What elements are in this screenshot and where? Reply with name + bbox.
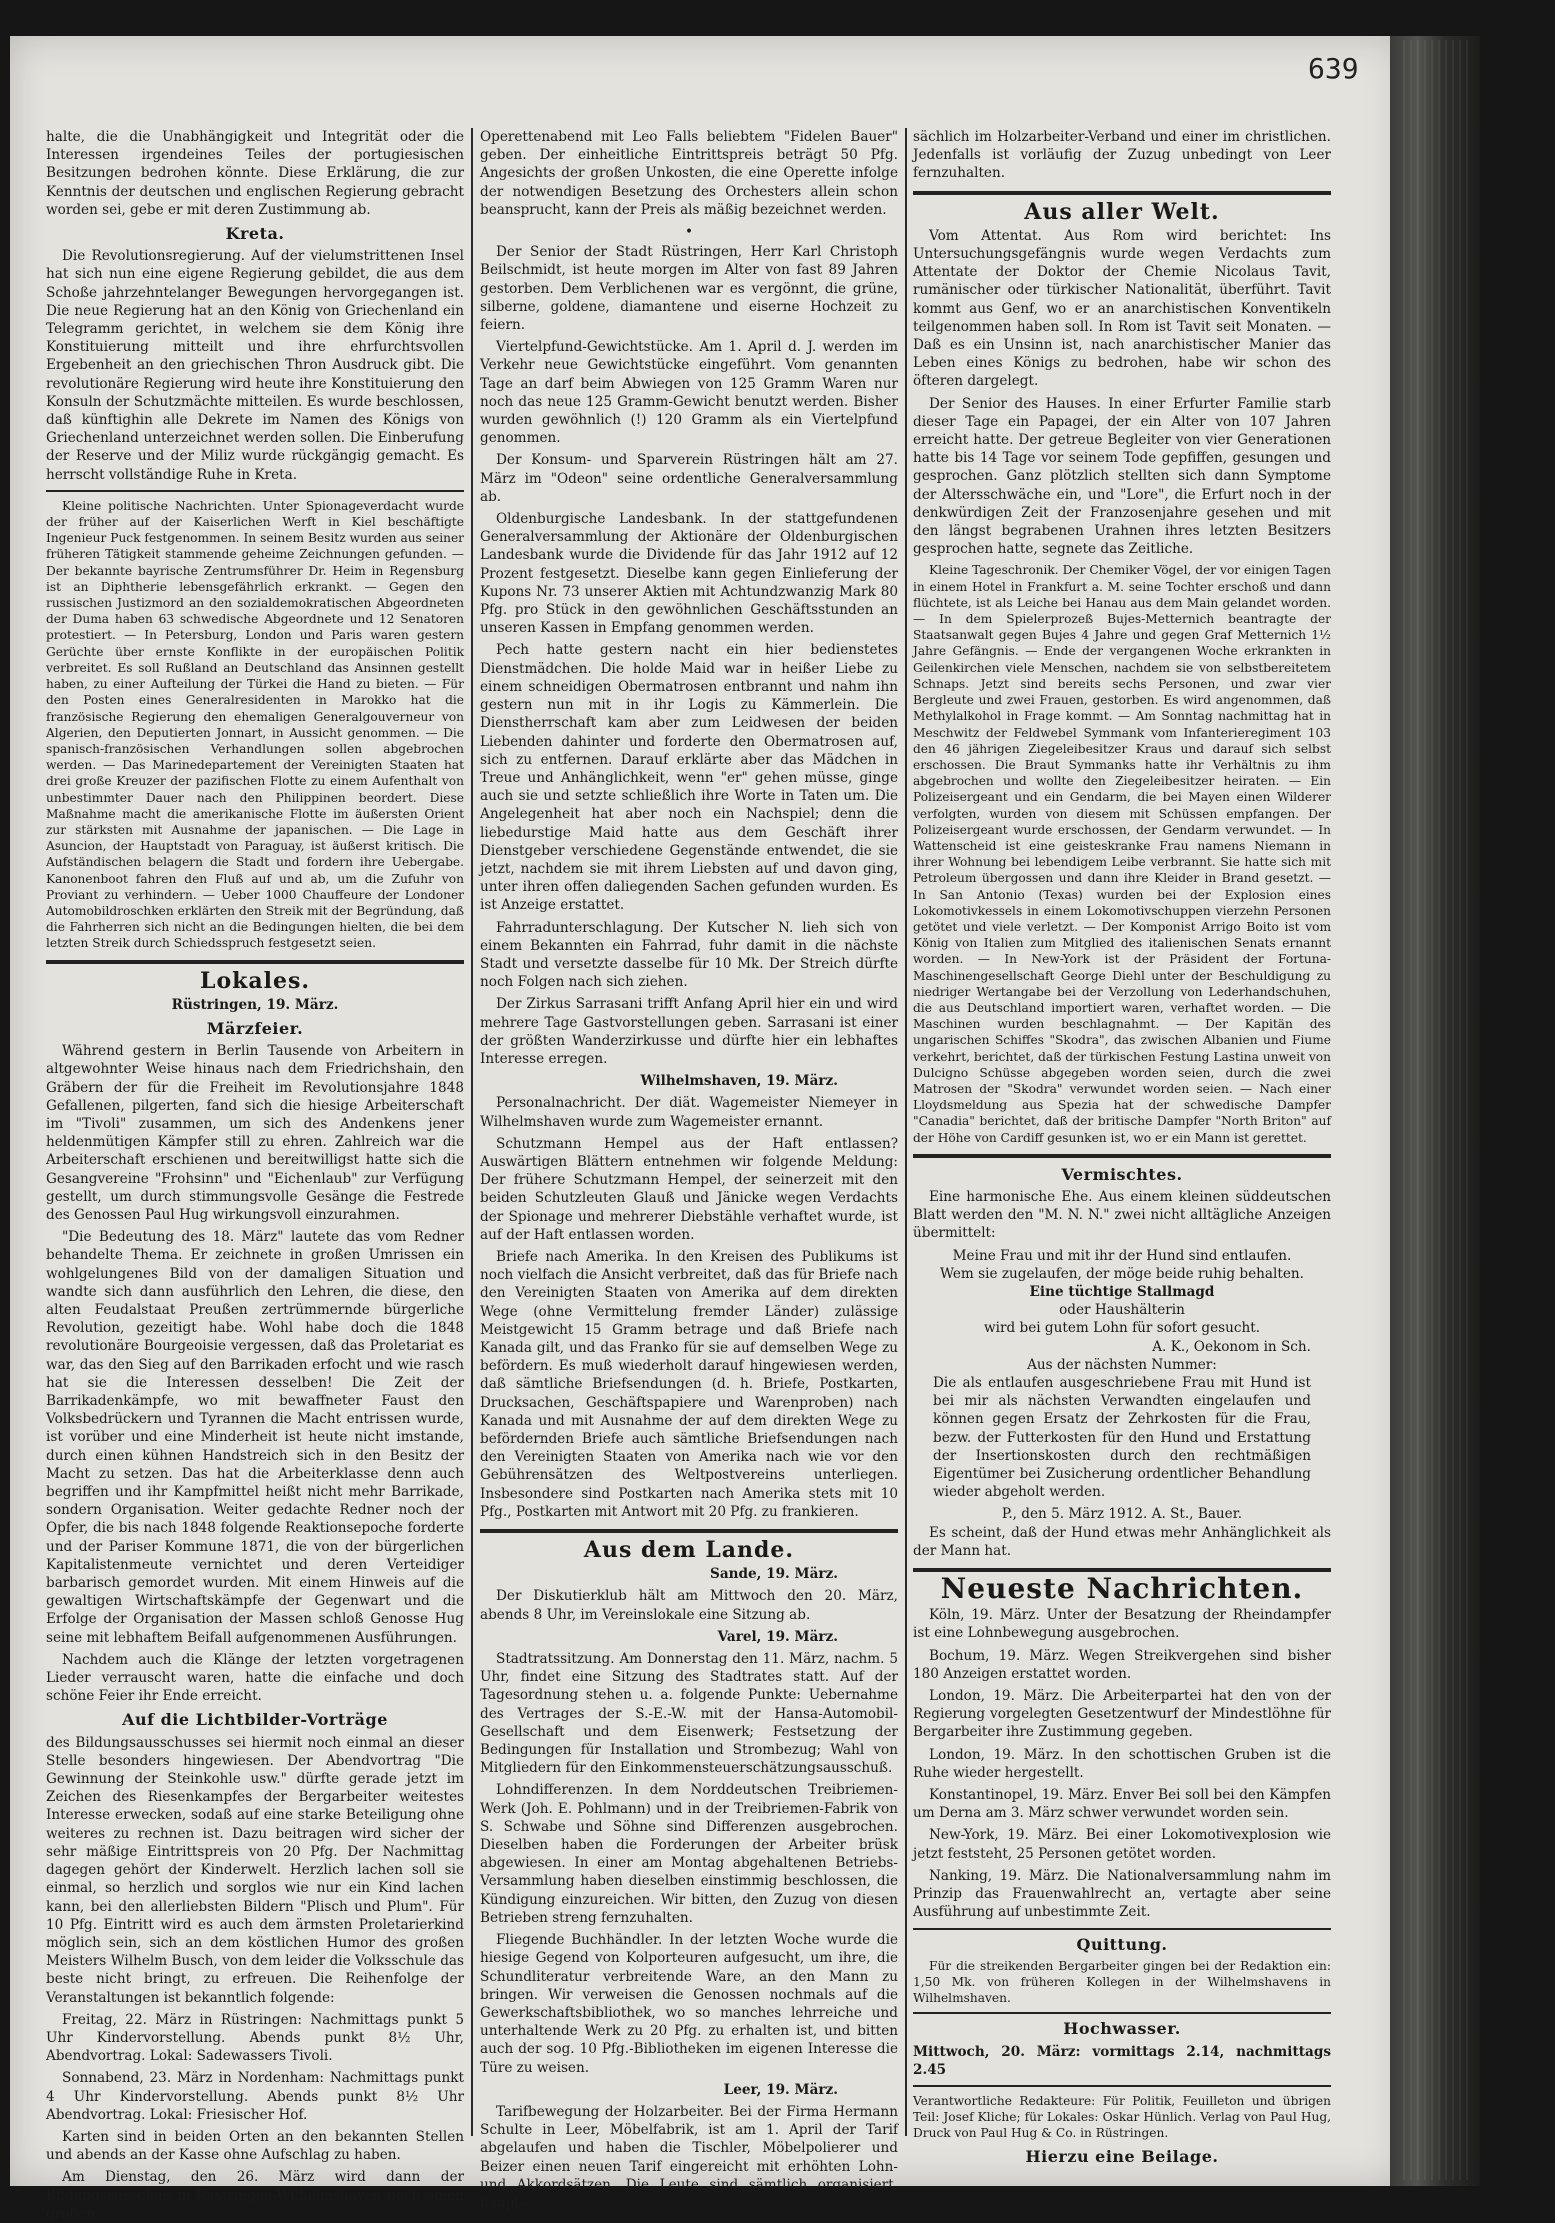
sande-article: Der Diskutierklub hält am Mittwoch den 20. März, abends 8 Uhr, im Vereinslokale eine Sitzung ab. xyxy=(480,1588,898,1623)
attentat-article: Vom Attentat. Aus Rom wird berichtet: Ins Untersuchungsgefängnis wurde wegen Verdachts zum Attentate der Doktor der Chemie Nicolaus Tavit, rumänischer oder türkischer Nationalität, überführt. Tavit kommt aus Genf, wo er an anarchistischen Konventikeln teilgenommen haben soll. In Rom ist Tavit seit Monaten. — Daß es ein Unsinn ist, nach anarchistischer Manier das Leben eines Königs zu bedrohen, habe wir schon des öfteren dargelegt. xyxy=(913,227,1331,390)
kreta-heading: Kreta. xyxy=(225,224,285,244)
lichtbilder-article: des Bildungsausschusses sei hiermit noch einmal an dieser Stelle besonders hingewiesen. Der Abendvortrag "Die Gewinnung der Steinkohle usw." dürfte gerade jetzt im Zeichen des Riesenkampfes der Bergarbeiter weitestes Interesse erwecken, sodaß auf eine starke Beteiligung ohne weiteres zu rechnen ist. Dazu beitragen wird sicher der sehr mäßige Eintrittspreis von 20 Pfg. Der Nachmittag dagegen gehört der Kinderwelt. Herzlich lachen soll sie einmal, so herzlich und sorglos wie nur ein Kind lachen kann, bei den allerliebsten Bildern "Plisch und Plum". Für 10 Pfg. Eintritt wird es auch dem ärmsten Proletarierkind möglich sein, sich an dem köstlichen Humor des großen Meisters Wilhelm Busch, von dem leider die Volksschule das beste nicht bringt, zu erfreuen. Die Reihenfolge der Veranstaltungen ist bekanntlich folgende: xyxy=(46,1734,464,2006)
welt-heading: Aus aller Welt. xyxy=(1024,198,1220,225)
pech-article: Pech hatte gestern nacht ein hier bedienstetes Dienstmädchen. Die holde Maid war in heißer Liebe zu einem schneidigen Obermatrosen entbrannt und nahm ihn gestern nun mit in ihr Logis zu Kämmerlein. Die Dienstherrschaft kam aber zum Leidwesen der beiden Liebenden dahinter und forderte den Obermatrosen auf, sich zu entfernen. Darauf erklärte aber das Mädchen in Treue und Anhänglichkeit, wenn "er" gehen müsse, ginge auch sie und setzte schließlich ihre Worte in Taten um. Die Angelegenheit hat aber noch ein Nachspiel; denn die liebedurstige Maid hatte aus dem Geschäft ihrer Dienstgeber verschiedene Gegenstände entwendet, die sie jetzt, nachdem sie mit ihrem Liebsten auf und davon ging, unter ihren offen daliegenden Sachen gefunden wurden. Es ist Anzeige erstattet. xyxy=(480,642,898,914)
page-number: 639 xyxy=(1308,52,1359,85)
divider xyxy=(913,2012,1331,2014)
news-item: Nanking, 19. März. Die Nationalversammlung nahm im Prinzip das Frauenwahlrecht an, vertagte aber seine Ausführung auf unbestimmte Zeit. xyxy=(913,1867,1331,1921)
dateline-wilhelmshaven: Wilhelmshaven, 19. März. xyxy=(640,1073,838,1090)
buchhaendler-article: Fliegende Buchhändler. In der letzten Woche wurde die hiesige Gegend von Kolporteuren aufgesucht, um ihre, die Schundliteratur verbreitende Ware, an den Mann zu bringen. Wir verweisen die Genossen nochmals auf die Gewerkschaftsbibliothek, wo so manches lehrreiche und unterhaltende Werk zu 20 Pfg. zu erhalten ist, und bitten auch der sog. 10 Pfg.-Bibliotheken im eigenen Interesse die Türe zu weisen. xyxy=(480,1932,898,2076)
lokales-heading: Lokales. xyxy=(199,967,311,994)
divider-thick xyxy=(46,960,464,964)
separator-dot: • xyxy=(684,224,694,241)
schedule-item-1: Freitag, 22. März in Rüstringen: Nachmittags punkt 5 Uhr Kindervorstellung. Abends punkt 8½ Uhr, Abendvortrag. Lokal: Sadewassers Tivoli. xyxy=(46,2011,464,2065)
senior-article: Der Senior der Stadt Rüstringen, Herr Karl Christoph Beilschmidt, ist heute morgen im Alter von fast 89 Jahren gestorben. Dem Verblichenen war es vergönnt, die grüne, silberne, goldene, diamantene und eiserne Hochzeit zu feiern. xyxy=(480,244,898,334)
kreta-article: Die Revolutionsregierung. Auf der vielumstrittenen Insel hat sich nun eine eigene Regierung gebildet, die aus dem Schoße jahrzehntelanger Bewegungen hervorgegangen ist. Die neue Regierung hat an den König von Griechenland ein Telegramm gerichtet, in welchem sie dem König ihre Konstituierung mitteilt und ihre ehrfurchtsvollen Ergebenheit an den griechischen Thron Ausdruck gibt. Die revolutionäre Regierung wird heute ihre Konstituierung den Konsuln der Schutzmächte mitteilen. Es wurde beschlossen, daß künftighin alle Dekrete im Namen des Königs von Griechenland unterzeichnet werden sollen. Die Einberufung der Reserve und der Miliz wurde rückgängig gemacht. Es herrscht vollständige Ruhe in Kreta. xyxy=(46,248,464,483)
news-item: Konstantinopel, 19. März. Enver Bei soll bei den Kämpfen um Derna am 3. März schwer verwundet worden sein. xyxy=(913,1787,1331,1822)
book-spine-texture xyxy=(1403,40,1473,2180)
column-2 xyxy=(480,128,898,2211)
dateline-varel: Varel, 19. März. xyxy=(717,1628,838,1645)
hauses-article: Der Senior des Hauses. In einer Erfurter Familie starb dieser Tage ein Papagei, der ein Alter von 107 Jahren erreicht hatte. Der getreue Begleiter von vier Generationen hatte bis 14 Tage vor seinem Tode gepfiffen, gesungen und gesprochen. Ganz plötzlich stellten sich dann Symptome der Altersschwäche ein, und "Lore", die Erfurt noch in der denkwürdigen Zeit der Franzosenjahre gesehen und mit den längst begrabenen Urahnen ihres letzten Besitzers gesprochen hatte, segnete das Zeitliche. xyxy=(913,395,1331,558)
lichtbilder-heading: Auf die Lichtbilder-Vorträge xyxy=(122,1710,388,1730)
quittung-text: Für die streikenden Bergarbeiter gingen bei der Redaktion ein: 1,50 Mk. von früheren Kollegen in der Wilhelmshavens in Wilhelmshaven. xyxy=(913,1958,1331,2006)
chronik-article: Kleine Tageschronik. Der Chemiker Vögel, der vor einigen Tagen in einem Hotel in Frankfurt a. M. seine Tochter erschoß und dann flüchtete, ist als Leiche bei Hanau aus dem Main gelandet worden. — In dem Spielerprozeß Bujes-Metternich beantragte der Staatsanwalt gegen Bujes 4 Jahre und gegen Graf Metternich 1½ Jahre Gefängnis. — Ende der vergangenen Woche erkrankten in Geilenkirchen viele Menschen, nachdem sie von selbstbereitetem Schnaps. Jetzt sind bereits sechs Personen, und zwar vier Bergleute und zwei Frauen, gestorben. Es wird angenommen, daß Methylalkohol in Frage kommt. — Am Sonntag nachmittag hat in Meschwitz der Feldwebel Symmank vom Infanterieregiment 103 den 46 jährigen Ziegeleibesitzer Kraus und darauf sich selbst erschossen. Die Braut Symmanks hatte ihr Verhältnis zu ihm abgebrochen und wollte den Ziegeleibesitzer heiraten. — Ein Polizeisergeant und ein Gendarm, die bei Mayen einen Wilderer verfolgten, wurden von diesem mit Schüssen empfangen. Der Polizeisergeant wurde erschossen, der Gendarm verwundet. — In Wattenscheid ist eine geisteskranke Frau namens Niemann in ihrer Wohnung bei lebendigem Leibe verbrannt. Sie hatte sich mit Petroleum übergossen und dann ihre Kleider in Brand gesetzt. — In San Antonio (Texas) wurden bei der Explosion eines Lokomotivkessels in einem Lokomotivschuppen vierzehn Personen getötet und viele verletzt. — Der Komponist Arrigo Boito ist vom König von Italien zum Mitglied des italienischen Senats ernannt worden. — In New-York ist der Präsident der Fortuna-Maschinengesellschaft George Diehl unter der Beschuldigung zu niedriger Wertangabe bei der Verzollung von Lederhandschuhen, die aus Deutschland importiert waren, verhaftet worden. — Die Maschinen wurden beschlagnahmt. — Der Kapitän des ungarischen Schiffes "Skodra", das zwischen Albanien und Fiume verkehrt, berichtet, daß der türkischen Festung Lastina unweit von Dulcigno Schüsse abgegeben worden seien, durch die zwei Matrosen der "Skodra" verwundet worden seien. — Nach einer Lloydsmeldung aus Spezia hat der schwedische Dampfer "Canadia" berichtet, daß der britische Dampfer "North Briton" auf der Höhe von Cardiff gesunken ist, wo er ein Mann ist gerettet. xyxy=(913,563,1331,1145)
ad-line: Eine tüchtige Stallmagd xyxy=(1029,1284,1215,1300)
lande-heading: Aus dem Lande. xyxy=(583,1537,795,1564)
ad-line: oder Haushälterin xyxy=(1059,1302,1185,1319)
hochwasser-heading: Hochwasser. xyxy=(1063,2019,1181,2039)
viertelpfund-article: Viertelpfund-Gewichtstücke. Am 1. April d. J. werden im Verkehr neue Gewichtstücke eingeführt. Vom genannten Tage an darf beim Abwiegen von 125 Gramm Waren nur noch das neue 125 Gramm-Gewicht benutzt werden. Bisher wurden gewöhnlich (!) 120 Gramm als ein Viertelpfund genommen. xyxy=(480,339,898,447)
maerzfeier-heading: Märzfeier. xyxy=(206,1018,304,1038)
divider-thick xyxy=(480,1529,898,1533)
tarif-article: Tarifbewegung der Holzarbeiter. Bei der Firma Hermann Schulte in Leer, Möbelfabrik, ist am 1. April der Tarif abgelaufen und haben die Tischler, Möbelpolierer und Beizer einen neuen Tarif eingereicht mit erhöhten Lohn- und Akkordsätzen. Die Leute sind sämtlich organisiert, haupt- xyxy=(480,2103,898,2211)
news-item: Köln, 19. März. Unter der Besatzung der Rheindampfer ist eine Lohnbewegung ausgebrochen. xyxy=(913,1607,1331,1642)
landesbank-article: Oldenburgische Landesbank. In der stattgefundenen Generalversammlung der Aktionäre der Oldenburgischen Landesbank wurde die Dividende für das Jahr 1912 auf 12 Prozent festgesetzt. Dieselbe kann gegen Einlieferung der Kupons Nr. 73 unserer Aktien mit Achtundzwanzig Mark 80 Pfg. pro Stück in den gewöhnlichen Geschäftsstunden an unseren Kassen in Empfang genommen werden. xyxy=(480,511,898,637)
konsum-article: Der Konsum- und Sparverein Rüstringen hält am 27. März im "Odeon" seine ordentliche Generalversammlung ab. xyxy=(480,452,898,505)
ad-2-text: Die als entlaufen ausgeschriebene Frau mit Hund ist bei mir als nächsten Verwandten eingelaufen und können gegen Ersatz der Zehrkosten für die Frau, bezw. der Futterkosten für den Hund und Erstattung der Insertionskosten durch den rechtmäßigen Eigentümer bei Zusicherung ordentlicher Behandlung wieder abgeholt werden. xyxy=(933,1375,1311,1501)
ehe-intro: Eine harmonische Ehe. Aus einem kleinen süddeutschen Blatt werden den "M. N. N." zwei nicht alltägliche Anzeigen übermittelt: xyxy=(913,1188,1331,1242)
impressum: Verantwortliche Redakteure: Für Politik, Feuilleton und übrigen Teil: Josef Kliche; für Lokales: Oskar Hünlich. Verlag von Paul Hug, Druck von Paul Hug & Co. in Rüstringen. xyxy=(913,2093,1331,2141)
ad-2-signature: P., den 5. März 1912. A. St., Bauer. xyxy=(1001,1506,1243,1523)
divider xyxy=(913,2085,1331,2087)
divider xyxy=(46,490,464,492)
ad-2-comment: Es scheint, daß der Hund etwas mehr Anhänglichkeit als der Mann hat. xyxy=(913,1524,1331,1559)
column-1-intro: halte, die die Unabhängigkeit und Integrität oder die Interessen irgendeines Teiles der portugiesischen Besitzungen bedrohen könnte. Diese Erklärung, die zur Kenntnis der deutschen und englischen Regierung gebracht worden sei, gebe er mit deren Zustimmung ab. xyxy=(46,129,464,218)
zirkus-article: Der Zirkus Sarrasani trifft Anfang April hier ein und wird mehrere Tage Gastvorstellungen geben. Sarrasani ist einer der größten Wanderzirkusse und dürfte hier ein lebhaftes Interesse erregen. xyxy=(480,996,898,1067)
news-item: Bochum, 19. März. Wegen Streikvergehen sind bisher 180 Anzeigen erstattet worden. xyxy=(913,1647,1331,1682)
fahrrad-article: Fahrradunterschlagung. Der Kutscher N. lieh sich von einem Bekannten ein Fahrrad, fuhr damit in die nächste Stadt und versetzte dasselbe für 10 Mk. Der Streich dürfte noch Folgen nach sich ziehen. xyxy=(480,919,898,991)
ad-2-intro: Aus der nächsten Nummer: xyxy=(1027,1356,1217,1373)
schedule-item-3: Karten sind in beiden Orten an den bekannten Stellen und abends an der Kasse ohne Aufschlag zu haben. xyxy=(46,2128,464,2164)
news-item: London, 19. März. Die Arbeiterpartei hat den von der Regierung vorgelegten Gesetzentwurf der Mindestlöhne für Bergarbeiter ihre Zustimmung gegeben. xyxy=(913,1688,1331,1741)
column-1 xyxy=(46,128,464,2222)
varel-article: Stadtratssitzung. Am Donnerstag den 11. März, nachm. 5 Uhr, findet eine Sitzung des Stadtrates statt. Auf der Tagesordnung stehen u. a. folgende Punkte: Uebernahme des Vertrages der S.-E.-W. mit der Hansa-Automobil-Gesellschaft und dem Eisenwerk; Festsetzung der Bedingungen für Installation und Strombezug; Wahl von Mitgliedern für den Einkommensteuerschätzungsausschuß. xyxy=(480,1651,898,1777)
ad-signature: A. K., Oekonom in Sch. xyxy=(1152,1338,1311,1355)
briefe-article: Briefe nach Amerika. In den Kreisen des Publikums ist noch vielfach die Ansicht verbreitet, daß das für Briefe nach den Vereinigten Staaten von Amerika auf dem direkten Wege (ohne Vermittelung fremder Länder) zulässige Meistgewicht 15 Gramm betrage und daß Briefe nach Kanada gilt, und das Franko für sie auf demselben Wege zu befördern. Es muß wiederholt darauf hingewiesen werden, daß sämtliche Briefsendungen (d. h. Briefe, Postkarten, Drucksachen, Geschäftspapiere und Warenproben) nach Kanada und mit Ausnahme der auf dem direkten Wege zu befördernden Briefe auch sämtliche Briefsendungen nach den Vereinigten Staaten von Amerika nach wie vor den Gebührensätzen des Weltpostvereins unterliegen. Insbesondere sind Postkarten nach Amerika stets mit 10 Pfg., Postkarten mit Antwort mit 20 Pfg. zu frankieren. xyxy=(480,1248,898,1520)
column-rule-left xyxy=(471,128,473,2136)
dateline-sande: Sande, 19. März. xyxy=(710,1566,838,1583)
ad-line: wird bei gutem Lohn für sofort gesucht. xyxy=(983,1320,1261,1337)
news-item: New-York, 19. März. Bei einer Lokomotivexplosion wie jetzt feststeht, 25 Personen getötet worden. xyxy=(913,1827,1331,1862)
political-news: Kleine politische Nachrichten. Unter Spionageverdacht wurde der früher auf der Kaiserlichen Werft in Kiel beschäftigte Ingenieur Puck festgenommen. In seinem Besitz wurden aus seiner früheren Tätigkeit stammende geheime Zeichnungen gefunden. — Der bekannte bayrische Zentrumsführer Dr. Heim in Regensburg ist an Diphtherie lebensgefährlich erkrankt. — Gegen den russischen Justizmord an den sozialdemokratischen Abgeordneten der Duma haben 63 schwedische Abgeordnete und 12 Senatoren protestiert. — In Petersburg, London und Paris waren gestern Gerüchte über ernste Konflikte in der europäischen Politik verbreitet. Es soll Rußland an Deutschland das Ansinnen gestellt haben, zu einer Aufteilung der Türkei die Hand zu bieten. — Für den Posten eines Generalresidenten in Marokko hat die französische Regierung den ehemaligen Generalgouverneur von Algerien, den Deputierten Jonnart, in Aussicht genommen. — Die spanisch-französischen Verhandlungen sollen abgebrochen werden. — Das Marinedepartement der Vereinigten Staaten hat drei große Kreuzer der pazifischen Flotte zu einem Aufenthalt von unbestimmter Dauer nach den Philippinen beordert. Diese Maßnahme macht die amerikanische Flotte im äußersten Orient zur stärksten mit Ausnahme der japanischen. — Die Lage in Asuncion, der Hauptstadt von Paraguay, ist äußerst kritisch. Die Aufständischen belagern die Stadt und fordern ihre Uebergabe. Kanonenboot fahren den Fluß auf und ab, um die Zufuhr von Proviant zu verhindern. — Ueber 1000 Chauffeure der Londoner Automobildroschken erklärten den Streik mit der Begründung, daß die Fahrherren sich nicht an die Bedingungen hielten, die bei dem letzten Streik durch Schiedsspruch festgesetzt seien. xyxy=(46,498,464,951)
news-item: London, 19. März. In den schottischen Gruben ist die Ruhe wieder hergestellt. xyxy=(913,1746,1331,1781)
vermischtes-heading: Vermischtes. xyxy=(1061,1164,1183,1184)
quittung-heading: Quittung. xyxy=(1076,1934,1168,1954)
maerzfeier-paragraph-2: "Die Bedeutung des 18. März" lautete das vom Redner behandelte Thema. Er zeichnete in großen Umrissen ein wohlgelungenes Bild von der damaligen Situation und wandte sich dann ausführlich den Lehren, die diese, den alten Feudalstaat Preußen zertrümmernde bürgerliche Revolution, gezeitigt habe. Wohl habe doch die 1848 revolutionäre Bourgeoisie vergessen, daß das Proletariat es war, das den Sieg auf den Barrikaden erfocht und wie rasch hat sie die Interessen desselben! Die Zeit der Barrikadenkämpfe, wo mit bewaffneter Faust den Volksbedrückern und Tyrannen die Macht entrissen wurde, ist vorüber und eine Minderheit ist heute nicht imstande, durch einen kühnen Handstreich sich in den Besitz der Macht zu setzen. Das hat die Arbeiterklasse denn auch begriffen und ihr Kampfmittel heißt nicht mehr Barrikade, sondern Organisation. Weiter gedachte Redner noch der Opfer, die bis nach 1848 folgende Reaktionsepoche forderte und der Pariser Kommune 1871, die von der bürgerlichen Kapitalistenmeute vernichtet und deren Verteidiger barbarisch gemordet wurden. Mit einem Hinweis auf die gewaltigen Wirtschaftskämpfe der Gegenwart und die Erfolge der Organisation der Massen schloß Genosse Hug seine mit lebhaftem Beifall aufgenommenen Ausführungen. xyxy=(46,1229,464,1646)
column-3-intro: sächlich im Holzarbeiter-Verband und einer im christlichen. Jedenfalls ist vorläufig der Zuzug unbedingt von Leer fernzuhalten. xyxy=(913,129,1331,182)
dateline-leer: Leer, 19. März. xyxy=(723,2081,838,2098)
divider-thick xyxy=(913,1154,1331,1158)
divider xyxy=(913,1928,1331,1930)
advertisement-1 xyxy=(913,1247,1331,1356)
maerzfeier-paragraph-3: Nachdem auch die Klänge der letzten vorgetragenen Lieder verrauscht waren, hatte die einfache und doch schöne Feier ihr Ende erreicht. xyxy=(46,1651,464,1705)
operette-article: Operettenabend mit Leo Falls beliebtem "Fidelen Bauer" geben. Der einheitliche Eintrittspreis beträgt 50 Pfg. Angesichts der großen Unkosten, die eine Operette infolge der notwendigen Besetzung des Orchesters allein schon beansprucht, kann der Preis als mäßig bezeichnet werden. xyxy=(480,129,898,218)
ad-line: Meine Frau und mit ihr der Hund sind entlaufen. xyxy=(952,1247,1292,1264)
schedule-item-2: Sonnabend, 23. März in Nordenham: Nachmittags punkt 4 Uhr Kindervorstellung. Abends punkt 8½ Uhr Abendvortrag. Lokal: Friesischer Hof. xyxy=(46,2070,464,2123)
column-rule-right xyxy=(905,128,907,2136)
hochwasser-text: Mittwoch, 20. März: vormittags 2.14, nachmittags 2.45 xyxy=(913,2043,1331,2078)
neueste-heading: Neueste Nachrichten. xyxy=(940,1572,1304,1606)
schedule-item-4: Am Dienstag, den 26. März wird dann der Bildungsausschuß in Rüstringen-Wilhelmshaven noch einen großen xyxy=(46,2169,464,2222)
beilage-note: Hierzu eine Beilage. xyxy=(1025,2146,1219,2166)
personal-article: Personalnachricht. Der diät. Wagemeister Niemeyer in Wilhelmshaven wurde zum Wagemeister ernannt. xyxy=(480,1095,898,1130)
ad-line: Wem sie zugelaufen, der möge beide ruhig behalten. xyxy=(940,1265,1304,1282)
maerzfeier-paragraph-1: Während gestern in Berlin Tausende von Arbeitern in altgewohnter Weise hinaus nach dem Friedrichshain, den Gräbern der für die Freiheit im Revolutionsjahre 1848 Gefallenen, pilgerten, fand sich die hiesige Arbeiterschaft im "Tivoli" zusammen, um sich des Andenkens jener heldenmütigen Kämpfer still zu ehren. Zahlreich war die Arbeiterschaft erschienen und bereitwilligst hatte sich die Gesangvereine "Frohsinn" und "Eichenlaub" zur Verfügung gestellt, um durch stimmungsvolle Gesänge die Festrede des Genossen Paul Hug wirkungsvoll einzurahmen. xyxy=(46,1043,464,1223)
hempel-article: Schutzmann Hempel aus der Haft entlassen? Auswärtigen Blättern entnehmen wir folgende Meldung: Der frühere Schutzmann Hempel, der seinerzeit mit den beiden Schutzleuten Glauß und Jänicke wegen Verdachts der Spionage und mehrerer Diebstähle verhaftet wurde, ist auf der Haft entlassen worden. xyxy=(480,1135,898,1243)
advertisement-2 xyxy=(913,1374,1331,1524)
column-3 xyxy=(913,128,1331,2166)
dateline-ruestringen: Rüstringen, 19. März. xyxy=(171,996,339,1013)
divider-thick xyxy=(913,191,1331,195)
lohn-article: Lohndifferenzen. In dem Norddeutschen Treibriemen-Werk (Joh. E. Pohlmann) und in der Treibriemen-Fabrik von S. Schwabe und Söhne sind Differenzen ausgebrochen. Dieselben haben die Forderungen der Arbeiter brüsk abgewiesen. In einer am Montag abgehaltenen Betriebs-Versammlung haben dieselben einstimmig beschlossen, die Kündigung einzureichen. Wir bitten, den Zuzug von diesen Betrieben streng fernzuhalten. xyxy=(480,1782,898,1926)
